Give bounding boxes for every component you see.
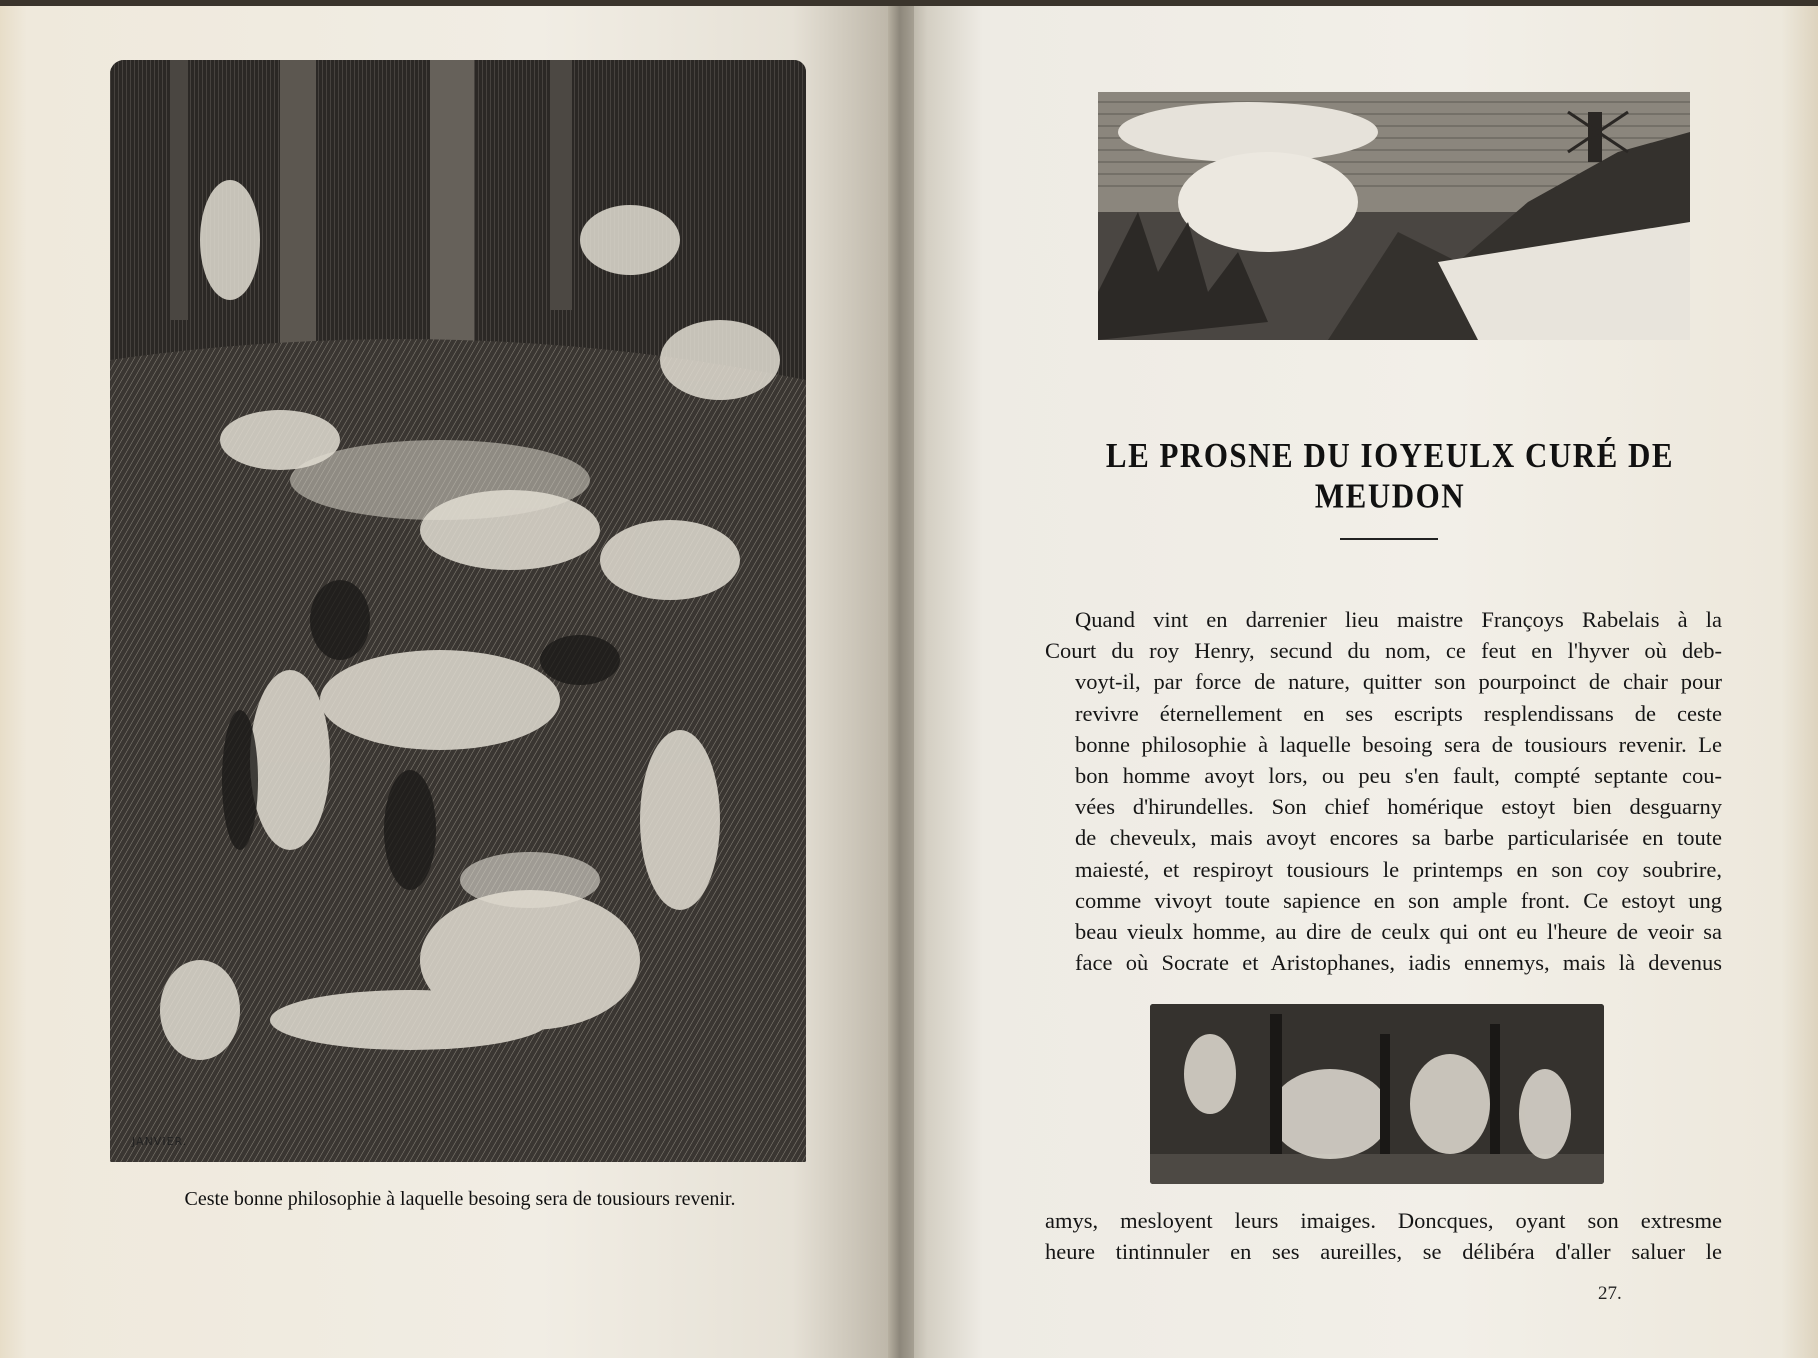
engraving-plate xyxy=(110,60,806,1162)
text-line: beau vieulx homme, au dire de ceulx qui ont eu l'heure de veoir sa xyxy=(1075,919,1722,945)
title-rule xyxy=(1340,538,1438,540)
text-line: comme vivoyt toute sapience en son ample front. Ce estoyt ung xyxy=(1075,887,1722,913)
plate-caption: Ceste bonne philosophie à laquelle besoing sera de tousiours revenir. xyxy=(184,1188,736,1210)
text-line: face où Socrate et Aristophanes, iadis ennemys, mais là devenus xyxy=(1075,950,1722,976)
text-line: Court du roy Henry, secund du nom, ce feut en l'hyver où deb- xyxy=(1045,638,1722,664)
text-line: de cheveulx, mais avoyt encores sa barbe particularisée en toute xyxy=(1075,825,1722,851)
engraver-signature: JANVIER. xyxy=(132,1135,188,1148)
page-number: 27. xyxy=(1598,1283,1622,1304)
top-edge xyxy=(0,0,1818,6)
book-gutter xyxy=(888,0,914,1358)
text-line: vées d'hirundelles. Son chief homérique estoyt bien desguarny xyxy=(1075,794,1722,820)
text-line: voyt-il, par force de nature, quitter son pourpoinct de chair pour xyxy=(1075,669,1722,695)
inline-vignette xyxy=(1150,1004,1604,1184)
text-line: amys, mesloyent leurs imaiges. Doncques, oyant son extresme xyxy=(1045,1208,1722,1233)
vignette-illustration xyxy=(1098,92,1690,340)
text-line: Quand vint en darrenier lieu maistre Françoys Rabelais à la xyxy=(1075,607,1722,632)
continuation-paragraph xyxy=(1045,1205,1722,1267)
text-line: maiesté, et respiroyt tousiours le printemps en son coy soubrire, xyxy=(1075,856,1722,882)
body-paragraph xyxy=(1045,604,1722,978)
text-line: bon homme avoyt lors, ou peu s'en fault, compté septante cou- xyxy=(1075,763,1722,789)
chapter-title: LE PROSNE DU IOYEULX CURÉ DE MEUDON xyxy=(1105,435,1675,516)
text-line: revivre éternellement en ses escripts resplendissans de ceste xyxy=(1075,700,1722,726)
show-through-text xyxy=(1060,100,1065,125)
engraving-illustration xyxy=(110,60,806,1162)
text-line: heure tintinnuler en ses aureilles, se délibéra d'aller saluer le xyxy=(1045,1239,1722,1265)
text-line: bonne philosophie à laquelle besoing sera de tousiours revenir. Le xyxy=(1075,731,1722,757)
header-vignette xyxy=(1098,92,1690,340)
vignette-illustration xyxy=(1150,1004,1604,1184)
